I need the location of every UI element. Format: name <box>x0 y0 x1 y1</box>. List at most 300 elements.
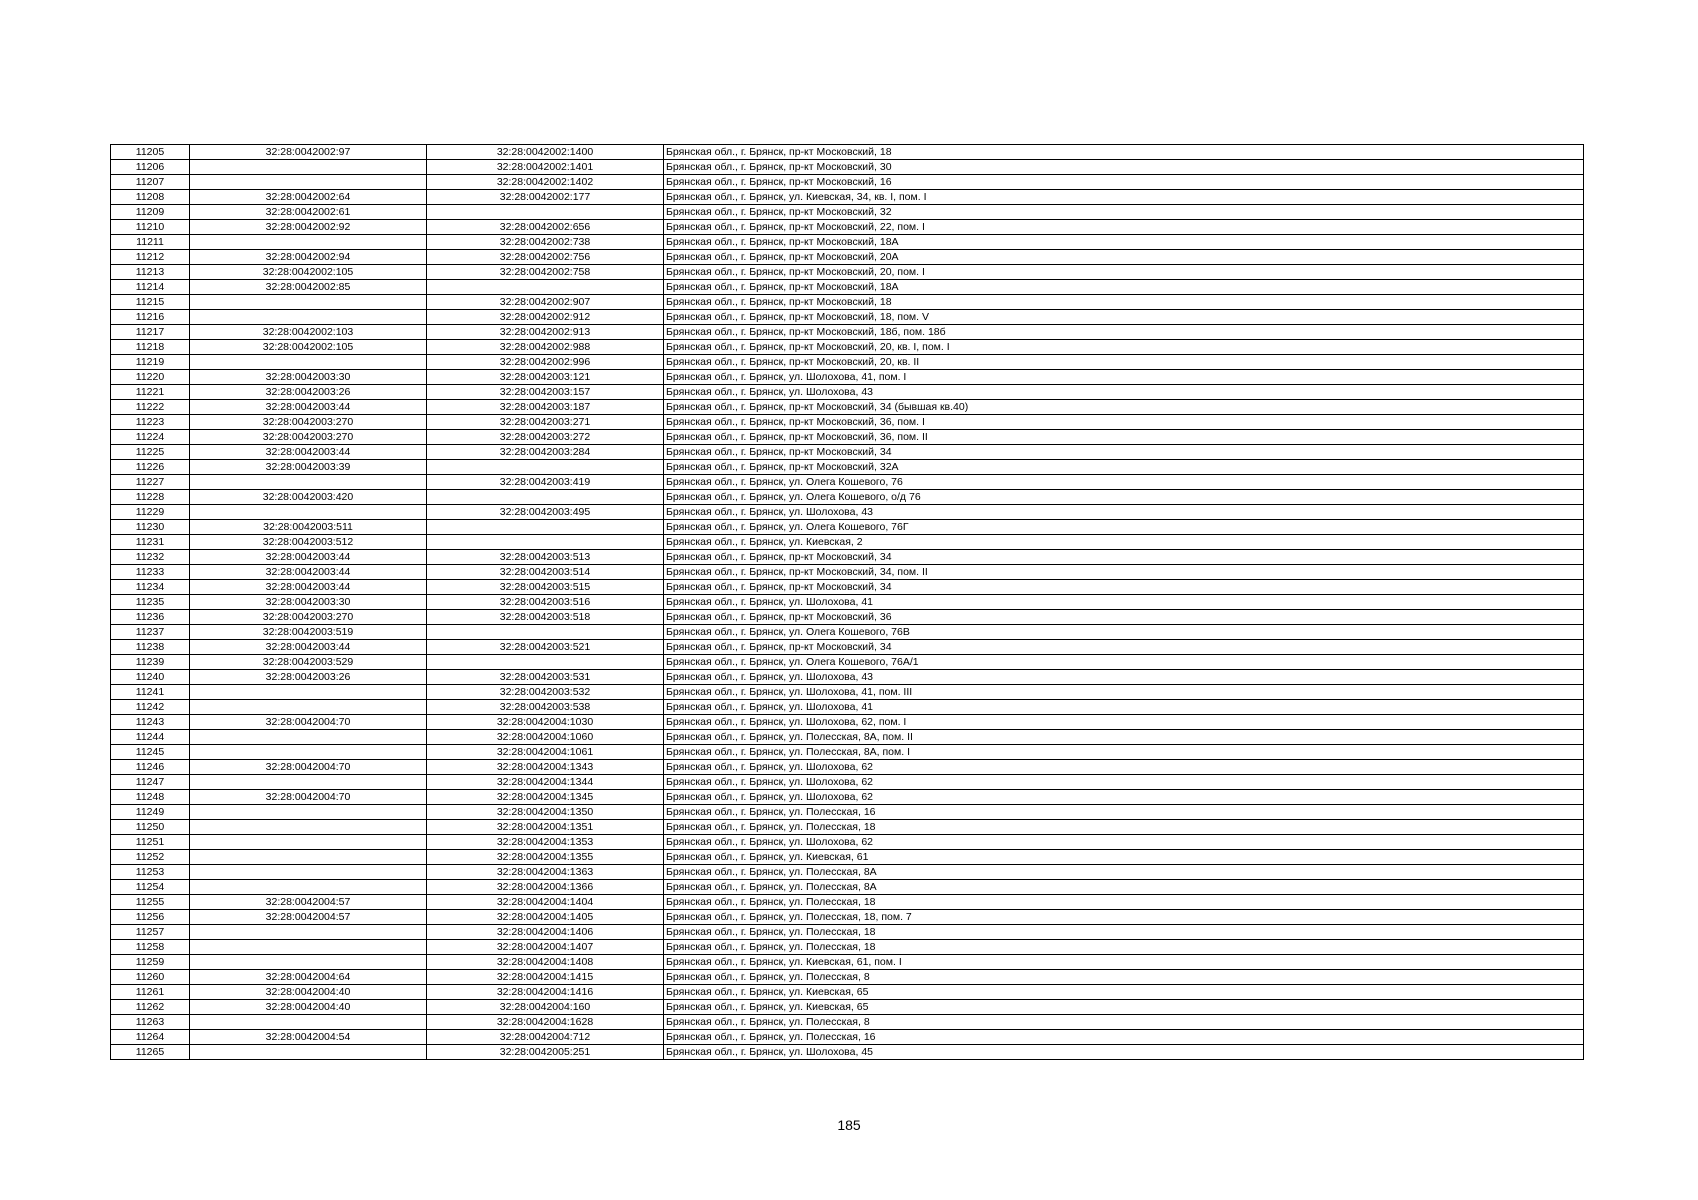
land-cadastral-number-cell: 32:28:0042002:85 <box>190 280 427 295</box>
object-cadastral-number-cell: 32:28:0042003:531 <box>427 670 664 685</box>
land-cadastral-number-cell <box>190 835 427 850</box>
row-number-cell: 11212 <box>111 250 190 265</box>
row-number-cell: 11264 <box>111 1030 190 1045</box>
row-number-cell: 11220 <box>111 370 190 385</box>
address-cell: Брянская обл., г. Брянск, пр-кт Московский, 34, пом. II <box>664 565 1584 580</box>
row-number-cell: 11255 <box>111 895 190 910</box>
row-number-cell: 11234 <box>111 580 190 595</box>
table-row <box>111 970 1584 985</box>
address-cell: Брянская обл., г. Брянск, ул. Олега Кошевого, 76Г <box>664 520 1584 535</box>
object-cadastral-number-cell: 32:28:0042004:1415 <box>427 970 664 985</box>
address-cell: Брянская обл., г. Брянск, ул. Шолохова, 41 <box>664 700 1584 715</box>
address-cell: Брянская обл., г. Брянск, пр-кт Московский, 20А <box>664 250 1584 265</box>
address-cell: Брянская обл., г. Брянск, ул. Полесская, 18 <box>664 940 1584 955</box>
object-cadastral-number-cell: 32:28:0042004:1344 <box>427 775 664 790</box>
land-cadastral-number-cell: 32:28:0042004:70 <box>190 790 427 805</box>
address-cell: Брянская обл., г. Брянск, ул. Шолохова, 62 <box>664 760 1584 775</box>
land-cadastral-number-cell: 32:28:0042003:44 <box>190 445 427 460</box>
table-row <box>111 535 1584 550</box>
table-row <box>111 310 1584 325</box>
row-number-cell: 11233 <box>111 565 190 580</box>
address-cell: Брянская обл., г. Брянск, ул. Шолохова, 43 <box>664 670 1584 685</box>
address-cell: Брянская обл., г. Брянск, ул. Полесская, 16 <box>664 805 1584 820</box>
land-cadastral-number-cell <box>190 820 427 835</box>
row-number-cell: 11216 <box>111 310 190 325</box>
table-row <box>111 475 1584 490</box>
address-cell: Брянская обл., г. Брянск, пр-кт Московский, 18А <box>664 280 1584 295</box>
land-cadastral-number-cell: 32:28:0042004:57 <box>190 910 427 925</box>
row-number-cell: 11260 <box>111 970 190 985</box>
land-cadastral-number-cell <box>190 775 427 790</box>
address-cell: Брянская обл., г. Брянск, ул. Полесская, 8А <box>664 865 1584 880</box>
address-cell: Брянская обл., г. Брянск, пр-кт Московский, 16 <box>664 175 1584 190</box>
object-cadastral-number-cell: 32:28:0042004:1406 <box>427 925 664 940</box>
object-cadastral-number-cell: 32:28:0042004:1061 <box>427 745 664 760</box>
address-cell: Брянская обл., г. Брянск, пр-кт Московский, 34 <box>664 580 1584 595</box>
table-row <box>111 250 1584 265</box>
address-cell: Брянская обл., г. Брянск, ул. Шолохова, 62 <box>664 775 1584 790</box>
address-cell: Брянская обл., г. Брянск, пр-кт Московский, 34 (бывшая кв.40) <box>664 400 1584 415</box>
row-number-cell: 11221 <box>111 385 190 400</box>
table-row <box>111 490 1584 505</box>
land-cadastral-number-cell <box>190 1045 427 1060</box>
land-cadastral-number-cell <box>190 1015 427 1030</box>
row-number-cell: 11257 <box>111 925 190 940</box>
land-cadastral-number-cell <box>190 700 427 715</box>
land-cadastral-number-cell: 32:28:0042003:44 <box>190 580 427 595</box>
land-cadastral-number-cell <box>190 940 427 955</box>
row-number-cell: 11248 <box>111 790 190 805</box>
land-cadastral-number-cell: 32:28:0042003:44 <box>190 550 427 565</box>
table-row <box>111 910 1584 925</box>
land-cadastral-number-cell: 32:28:0042003:270 <box>190 610 427 625</box>
table-row <box>111 235 1584 250</box>
row-number-cell: 11210 <box>111 220 190 235</box>
row-number-cell: 11215 <box>111 295 190 310</box>
address-cell: Брянская обл., г. Брянск, пр-кт Московский, 20, пом. I <box>664 265 1584 280</box>
object-cadastral-number-cell: 32:28:0042002:912 <box>427 310 664 325</box>
object-cadastral-number-cell: 32:28:0042004:160 <box>427 1000 664 1015</box>
object-cadastral-number-cell: 32:28:0042003:419 <box>427 475 664 490</box>
address-cell: Брянская обл., г. Брянск, ул. Полесская, 8 <box>664 1015 1584 1030</box>
object-cadastral-number-cell <box>427 460 664 475</box>
table-row <box>111 760 1584 775</box>
object-cadastral-number-cell: 32:28:0042004:1351 <box>427 820 664 835</box>
table-row <box>111 145 1584 160</box>
row-number-cell: 11207 <box>111 175 190 190</box>
address-cell: Брянская обл., г. Брянск, ул. Полесская, 8А, пом. I <box>664 745 1584 760</box>
row-number-cell: 11222 <box>111 400 190 415</box>
row-number-cell: 11214 <box>111 280 190 295</box>
address-cell: Брянская обл., г. Брянск, ул. Полесская, 18 <box>664 895 1584 910</box>
table-row <box>111 1000 1584 1015</box>
row-number-cell: 11238 <box>111 640 190 655</box>
address-cell: Брянская обл., г. Брянск, ул. Полесская, 8А, пом. II <box>664 730 1584 745</box>
row-number-cell: 11250 <box>111 820 190 835</box>
address-cell: Брянская обл., г. Брянск, пр-кт Московский, 18 <box>664 295 1584 310</box>
land-cadastral-number-cell: 32:28:0042004:40 <box>190 985 427 1000</box>
address-cell: Брянская обл., г. Брянск, пр-кт Московский, 20, кв. I, пом. I <box>664 340 1584 355</box>
table-row <box>111 595 1584 610</box>
row-number-cell: 11245 <box>111 745 190 760</box>
address-cell: Брянская обл., г. Брянск, ул. Шолохова, 45 <box>664 1045 1584 1060</box>
table-row <box>111 385 1584 400</box>
table-row <box>111 505 1584 520</box>
land-cadastral-number-cell: 32:28:0042004:70 <box>190 715 427 730</box>
object-cadastral-number-cell <box>427 655 664 670</box>
row-number-cell: 11259 <box>111 955 190 970</box>
row-number-cell: 11261 <box>111 985 190 1000</box>
land-cadastral-number-cell <box>190 160 427 175</box>
land-cadastral-number-cell <box>190 355 427 370</box>
address-cell: Брянская обл., г. Брянск, пр-кт Московский, 32 <box>664 205 1584 220</box>
land-cadastral-number-cell: 32:28:0042002:103 <box>190 325 427 340</box>
address-cell: Брянская обл., г. Брянск, ул. Полесская, 8 <box>664 970 1584 985</box>
address-cell: Брянская обл., г. Брянск, пр-кт Московский, 18, пом. V <box>664 310 1584 325</box>
address-cell: Брянская обл., г. Брянск, пр-кт Московский, 20, кв. II <box>664 355 1584 370</box>
row-number-cell: 11258 <box>111 940 190 955</box>
table-row <box>111 625 1584 640</box>
address-cell: Брянская обл., г. Брянск, ул. Киевская, 61 <box>664 850 1584 865</box>
object-cadastral-number-cell: 32:28:0042004:712 <box>427 1030 664 1045</box>
object-cadastral-number-cell <box>427 280 664 295</box>
object-cadastral-number-cell <box>427 520 664 535</box>
table-row <box>111 415 1584 430</box>
object-cadastral-number-cell: 32:28:0042003:121 <box>427 370 664 385</box>
table-row <box>111 205 1584 220</box>
address-cell: Брянская обл., г. Брянск, пр-кт Московский, 34 <box>664 445 1584 460</box>
land-cadastral-number-cell: 32:28:0042002:105 <box>190 340 427 355</box>
row-number-cell: 11265 <box>111 1045 190 1060</box>
address-cell: Брянская обл., г. Брянск, пр-кт Московский, 30 <box>664 160 1584 175</box>
row-number-cell: 11240 <box>111 670 190 685</box>
page-number: 185 <box>837 1117 861 1133</box>
object-cadastral-number-cell: 32:28:0042002:177 <box>427 190 664 205</box>
object-cadastral-number-cell: 32:28:0042002:1402 <box>427 175 664 190</box>
address-cell: Брянская обл., г. Брянск, ул. Шолохова, 41, пом. III <box>664 685 1584 700</box>
object-cadastral-number-cell: 32:28:0042004:1060 <box>427 730 664 745</box>
row-number-cell: 11225 <box>111 445 190 460</box>
row-number-cell: 11243 <box>111 715 190 730</box>
land-cadastral-number-cell: 32:28:0042003:44 <box>190 400 427 415</box>
land-cadastral-number-cell: 32:28:0042003:270 <box>190 415 427 430</box>
table-row <box>111 640 1584 655</box>
row-number-cell: 11236 <box>111 610 190 625</box>
land-cadastral-number-cell: 32:28:0042002:92 <box>190 220 427 235</box>
object-cadastral-number-cell: 32:28:0042004:1407 <box>427 940 664 955</box>
registry-table-body <box>111 145 1584 1060</box>
table-row <box>111 880 1584 895</box>
table-row <box>111 370 1584 385</box>
address-cell: Брянская обл., г. Брянск, пр-кт Московский, 18б, пом. 18б <box>664 325 1584 340</box>
object-cadastral-number-cell: 32:28:0042003:515 <box>427 580 664 595</box>
table-row <box>111 295 1584 310</box>
object-cadastral-number-cell: 32:28:0042002:1401 <box>427 160 664 175</box>
land-cadastral-number-cell <box>190 805 427 820</box>
address-cell: Брянская обл., г. Брянск, ул. Киевская, 61, пом. I <box>664 955 1584 970</box>
address-cell: Брянская обл., г. Брянск, ул. Олега Кошевого, 76А/1 <box>664 655 1584 670</box>
row-number-cell: 11209 <box>111 205 190 220</box>
row-number-cell: 11263 <box>111 1015 190 1030</box>
table-row <box>111 325 1584 340</box>
table-row <box>111 520 1584 535</box>
row-number-cell: 11253 <box>111 865 190 880</box>
object-cadastral-number-cell: 32:28:0042004:1405 <box>427 910 664 925</box>
table-row <box>111 670 1584 685</box>
table-row <box>111 925 1584 940</box>
address-cell: Брянская обл., г. Брянск, пр-кт Московский, 32А <box>664 460 1584 475</box>
address-cell: Брянская обл., г. Брянск, ул. Олега Кошевого, о/д 76 <box>664 490 1584 505</box>
table-row <box>111 460 1584 475</box>
table-row <box>111 1030 1584 1045</box>
land-cadastral-number-cell: 32:28:0042002:94 <box>190 250 427 265</box>
table-row <box>111 790 1584 805</box>
table-row <box>111 940 1584 955</box>
table-row <box>111 190 1584 205</box>
land-cadastral-number-cell: 32:28:0042003:511 <box>190 520 427 535</box>
table-row <box>111 745 1584 760</box>
address-cell: Брянская обл., г. Брянск, ул. Киевская, 65 <box>664 985 1584 1000</box>
row-number-cell: 11229 <box>111 505 190 520</box>
object-cadastral-number-cell: 32:28:0042004:1030 <box>427 715 664 730</box>
address-cell: Брянская обл., г. Брянск, ул. Полесская, 8А <box>664 880 1584 895</box>
row-number-cell: 11232 <box>111 550 190 565</box>
table-row <box>111 835 1584 850</box>
land-cadastral-number-cell <box>190 310 427 325</box>
row-number-cell: 11254 <box>111 880 190 895</box>
row-number-cell: 11217 <box>111 325 190 340</box>
table-row <box>111 895 1584 910</box>
object-cadastral-number-cell: 32:28:0042002:1400 <box>427 145 664 160</box>
row-number-cell: 11235 <box>111 595 190 610</box>
row-number-cell: 11211 <box>111 235 190 250</box>
address-cell: Брянская обл., г. Брянск, ул. Полесская, 18 <box>664 820 1584 835</box>
land-cadastral-number-cell: 32:28:0042004:54 <box>190 1030 427 1045</box>
object-cadastral-number-cell <box>427 625 664 640</box>
object-cadastral-number-cell: 32:28:0042004:1353 <box>427 835 664 850</box>
table-row <box>111 955 1584 970</box>
land-cadastral-number-cell: 32:28:0042003:519 <box>190 625 427 640</box>
table-row <box>111 550 1584 565</box>
object-cadastral-number-cell: 32:28:0042003:495 <box>427 505 664 520</box>
object-cadastral-number-cell: 32:28:0042004:1416 <box>427 985 664 1000</box>
land-cadastral-number-cell <box>190 685 427 700</box>
table-row <box>111 1045 1584 1060</box>
land-cadastral-number-cell: 32:28:0042004:57 <box>190 895 427 910</box>
object-cadastral-number-cell: 32:28:0042004:1408 <box>427 955 664 970</box>
land-cadastral-number-cell: 32:28:0042004:70 <box>190 760 427 775</box>
address-cell: Брянская обл., г. Брянск, ул. Шолохова, 62, пом. I <box>664 715 1584 730</box>
table-row <box>111 805 1584 820</box>
address-cell: Брянская обл., г. Брянск, ул. Шолохова, 62 <box>664 835 1584 850</box>
object-cadastral-number-cell: 32:28:0042003:272 <box>427 430 664 445</box>
row-number-cell: 11224 <box>111 430 190 445</box>
row-number-cell: 11208 <box>111 190 190 205</box>
land-cadastral-number-cell: 32:28:0042003:420 <box>190 490 427 505</box>
object-cadastral-number-cell: 32:28:0042004:1355 <box>427 850 664 865</box>
table-row <box>111 280 1584 295</box>
table-row <box>111 580 1584 595</box>
land-cadastral-number-cell: 32:28:0042003:270 <box>190 430 427 445</box>
land-cadastral-number-cell: 32:28:0042003:26 <box>190 385 427 400</box>
object-cadastral-number-cell: 32:28:0042003:157 <box>427 385 664 400</box>
land-cadastral-number-cell <box>190 865 427 880</box>
table-row <box>111 160 1584 175</box>
land-cadastral-number-cell <box>190 850 427 865</box>
object-cadastral-number-cell: 32:28:0042003:532 <box>427 685 664 700</box>
object-cadastral-number-cell: 32:28:0042002:756 <box>427 250 664 265</box>
address-cell: Брянская обл., г. Брянск, ул. Олега Кошевого, 76 <box>664 475 1584 490</box>
object-cadastral-number-cell: 32:28:0042003:518 <box>427 610 664 625</box>
land-cadastral-number-cell <box>190 505 427 520</box>
address-cell: Брянская обл., г. Брянск, ул. Олега Кошевого, 76В <box>664 625 1584 640</box>
object-cadastral-number-cell: 32:28:0042003:516 <box>427 595 664 610</box>
object-cadastral-number-cell: 32:28:0042003:284 <box>427 445 664 460</box>
land-cadastral-number-cell: 32:28:0042002:64 <box>190 190 427 205</box>
object-cadastral-number-cell: 32:28:0042002:656 <box>427 220 664 235</box>
object-cadastral-number-cell: 32:28:0042004:1345 <box>427 790 664 805</box>
land-cadastral-number-cell <box>190 955 427 970</box>
row-number-cell: 11244 <box>111 730 190 745</box>
object-cadastral-number-cell: 32:28:0042003:513 <box>427 550 664 565</box>
land-cadastral-number-cell: 32:28:0042004:64 <box>190 970 427 985</box>
row-number-cell: 11247 <box>111 775 190 790</box>
address-cell: Брянская обл., г. Брянск, ул. Киевская, 2 <box>664 535 1584 550</box>
table-row <box>111 850 1584 865</box>
object-cadastral-number-cell: 32:28:0042002:913 <box>427 325 664 340</box>
table-row <box>111 820 1584 835</box>
address-cell: Брянская обл., г. Брянск, пр-кт Московский, 18 <box>664 145 1584 160</box>
table-row <box>111 220 1584 235</box>
object-cadastral-number-cell <box>427 205 664 220</box>
table-row <box>111 685 1584 700</box>
row-number-cell: 11227 <box>111 475 190 490</box>
object-cadastral-number-cell: 32:28:0042004:1350 <box>427 805 664 820</box>
land-cadastral-number-cell <box>190 295 427 310</box>
row-number-cell: 11252 <box>111 850 190 865</box>
table-row <box>111 655 1584 670</box>
land-cadastral-number-cell <box>190 235 427 250</box>
row-number-cell: 11251 <box>111 835 190 850</box>
row-number-cell: 11205 <box>111 145 190 160</box>
table-row <box>111 445 1584 460</box>
row-number-cell: 11231 <box>111 535 190 550</box>
address-cell: Брянская обл., г. Брянск, ул. Полесская, 16 <box>664 1030 1584 1045</box>
table-row <box>111 865 1584 880</box>
table-row <box>111 340 1584 355</box>
land-cadastral-number-cell <box>190 880 427 895</box>
table-row <box>111 265 1584 280</box>
row-number-cell: 11218 <box>111 340 190 355</box>
land-cadastral-number-cell <box>190 175 427 190</box>
address-cell: Брянская обл., г. Брянск, ул. Полесская, 18 <box>664 925 1584 940</box>
table-row <box>111 730 1584 745</box>
address-cell: Брянская обл., г. Брянск, пр-кт Московский, 34 <box>664 550 1584 565</box>
land-cadastral-number-cell: 32:28:0042004:40 <box>190 1000 427 1015</box>
registry-table <box>110 144 1584 1060</box>
row-number-cell: 11237 <box>111 625 190 640</box>
row-number-cell: 11239 <box>111 655 190 670</box>
table-row <box>111 400 1584 415</box>
table-row <box>111 175 1584 190</box>
address-cell: Брянская обл., г. Брянск, пр-кт Московский, 18А <box>664 235 1584 250</box>
address-cell: Брянская обл., г. Брянск, ул. Шолохова, 41, пом. I <box>664 370 1584 385</box>
land-cadastral-number-cell: 32:28:0042003:39 <box>190 460 427 475</box>
land-cadastral-number-cell <box>190 745 427 760</box>
land-cadastral-number-cell: 32:28:0042002:61 <box>190 205 427 220</box>
object-cadastral-number-cell: 32:28:0042005:251 <box>427 1045 664 1060</box>
address-cell: Брянская обл., г. Брянск, пр-кт Московский, 36 <box>664 610 1584 625</box>
object-cadastral-number-cell: 32:28:0042004:1628 <box>427 1015 664 1030</box>
row-number-cell: 11226 <box>111 460 190 475</box>
land-cadastral-number-cell <box>190 925 427 940</box>
land-cadastral-number-cell: 32:28:0042002:97 <box>190 145 427 160</box>
address-cell: Брянская обл., г. Брянск, пр-кт Московский, 36, пом. I <box>664 415 1584 430</box>
address-cell: Брянская обл., г. Брянск, ул. Шолохова, 43 <box>664 505 1584 520</box>
object-cadastral-number-cell: 32:28:0042003:187 <box>427 400 664 415</box>
row-number-cell: 11246 <box>111 760 190 775</box>
object-cadastral-number-cell: 32:28:0042003:514 <box>427 565 664 580</box>
table-row <box>111 355 1584 370</box>
land-cadastral-number-cell <box>190 475 427 490</box>
object-cadastral-number-cell: 32:28:0042004:1343 <box>427 760 664 775</box>
table-row <box>111 985 1584 1000</box>
row-number-cell: 11262 <box>111 1000 190 1015</box>
land-cadastral-number-cell: 32:28:0042003:44 <box>190 565 427 580</box>
row-number-cell: 11206 <box>111 160 190 175</box>
address-cell: Брянская обл., г. Брянск, ул. Киевская, 65 <box>664 1000 1584 1015</box>
object-cadastral-number-cell: 32:28:0042004:1363 <box>427 865 664 880</box>
address-cell: Брянская обл., г. Брянск, ул. Шолохова, 41 <box>664 595 1584 610</box>
land-cadastral-number-cell: 32:28:0042003:529 <box>190 655 427 670</box>
object-cadastral-number-cell: 32:28:0042003:521 <box>427 640 664 655</box>
row-number-cell: 11241 <box>111 685 190 700</box>
land-cadastral-number-cell <box>190 730 427 745</box>
land-cadastral-number-cell: 32:28:0042003:30 <box>190 370 427 385</box>
table-row <box>111 430 1584 445</box>
object-cadastral-number-cell <box>427 490 664 505</box>
address-cell: Брянская обл., г. Брянск, пр-кт Московский, 36, пом. II <box>664 430 1584 445</box>
row-number-cell: 11228 <box>111 490 190 505</box>
object-cadastral-number-cell: 32:28:0042002:996 <box>427 355 664 370</box>
object-cadastral-number-cell: 32:28:0042003:271 <box>427 415 664 430</box>
row-number-cell: 11256 <box>111 910 190 925</box>
address-cell: Брянская обл., г. Брянск, ул. Киевская, 34, кв. I, пом. I <box>664 190 1584 205</box>
table-row <box>111 715 1584 730</box>
land-cadastral-number-cell: 32:28:0042003:512 <box>190 535 427 550</box>
address-cell: Брянская обл., г. Брянск, пр-кт Московский, 34 <box>664 640 1584 655</box>
address-cell: Брянская обл., г. Брянск, ул. Полесская, 18, пом. 7 <box>664 910 1584 925</box>
object-cadastral-number-cell: 32:28:0042004:1404 <box>427 895 664 910</box>
object-cadastral-number-cell: 32:28:0042003:538 <box>427 700 664 715</box>
object-cadastral-number-cell: 32:28:0042002:738 <box>427 235 664 250</box>
object-cadastral-number-cell <box>427 535 664 550</box>
land-cadastral-number-cell: 32:28:0042003:44 <box>190 640 427 655</box>
table-row <box>111 700 1584 715</box>
object-cadastral-number-cell: 32:28:0042004:1366 <box>427 880 664 895</box>
address-cell: Брянская обл., г. Брянск, ул. Шолохова, 62 <box>664 790 1584 805</box>
table-row <box>111 565 1584 580</box>
land-cadastral-number-cell: 32:28:0042002:105 <box>190 265 427 280</box>
row-number-cell: 11213 <box>111 265 190 280</box>
row-number-cell: 11249 <box>111 805 190 820</box>
land-cadastral-number-cell: 32:28:0042003:30 <box>190 595 427 610</box>
object-cadastral-number-cell: 32:28:0042002:907 <box>427 295 664 310</box>
row-number-cell: 11242 <box>111 700 190 715</box>
table-row <box>111 775 1584 790</box>
land-cadastral-number-cell: 32:28:0042003:26 <box>190 670 427 685</box>
table-row <box>111 610 1584 625</box>
